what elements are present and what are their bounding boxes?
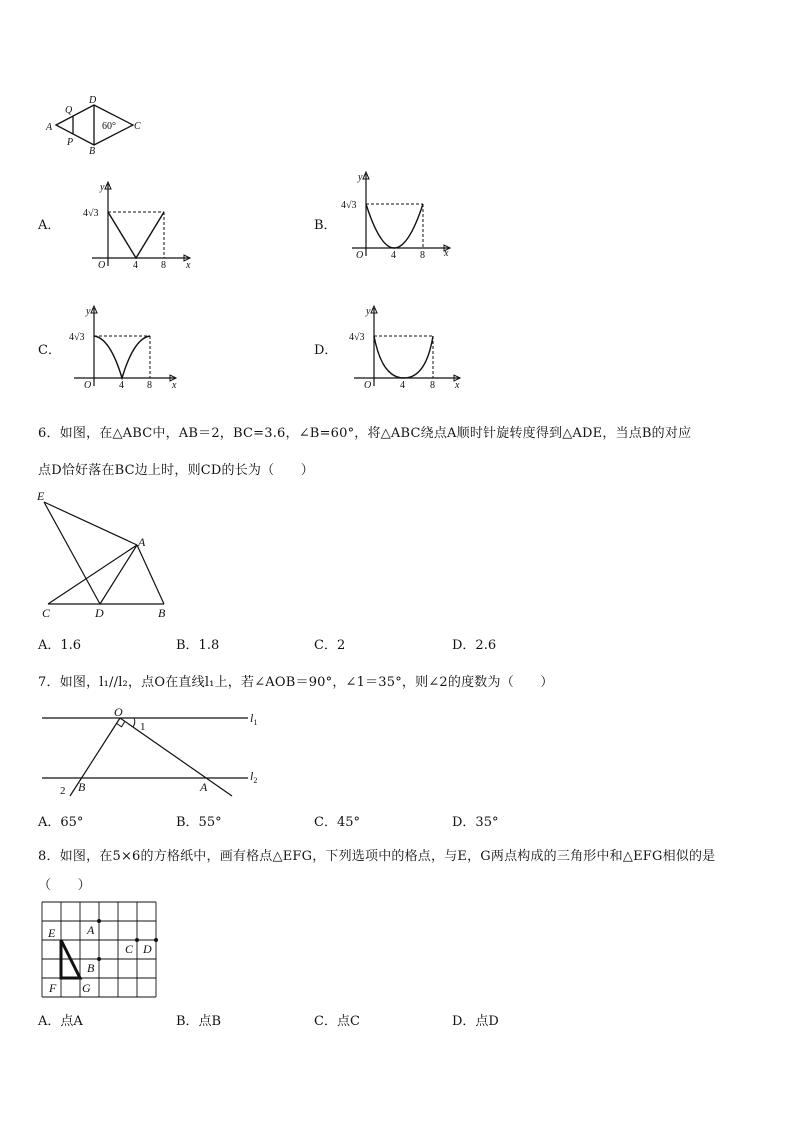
q5-graph-b[interactable]: [338, 168, 458, 260]
point-a: [97, 919, 101, 923]
label-q: Q: [65, 105, 73, 116]
q8-option-c[interactable]: C．点C: [314, 1014, 360, 1029]
y-label: y: [100, 182, 105, 193]
segment-da: [100, 545, 137, 604]
label-l2: $l_2$: [250, 769, 258, 785]
label-b: B: [78, 780, 86, 794]
y-tick: 4√3: [341, 200, 357, 211]
q6-option-a[interactable]: A．1.6: [38, 638, 82, 653]
x-label: x: [444, 248, 449, 259]
label-angle-60: 60°: [102, 121, 116, 132]
label-e: E: [37, 489, 45, 503]
x-tick-8: 8: [147, 380, 152, 391]
q5-graph-c[interactable]: [62, 302, 182, 394]
point-b: [97, 957, 101, 961]
q8-text-line1: 8．如图，在5×6的方格纸中，画有格点△EFG，下列选项中的格点，与E，G两点构成的三角形中和△EFG相似的是: [38, 849, 716, 864]
segment-ca: [48, 545, 137, 604]
label-o: O: [114, 705, 123, 719]
label-a: A: [46, 122, 53, 133]
x-tick-8: 8: [161, 260, 166, 268]
x-tick-4: 4: [400, 380, 405, 391]
label-angle-1: 1: [140, 721, 146, 733]
q7-option-a[interactable]: A．65°: [38, 815, 84, 830]
x-tick-4: 4: [119, 380, 124, 391]
y-label: y: [86, 306, 91, 317]
label-p: P: [67, 137, 74, 148]
q8-option-d[interactable]: D．点D: [452, 1014, 499, 1029]
point-d: [154, 938, 158, 942]
label-a: A: [138, 535, 146, 549]
x-tick-8: 8: [430, 380, 435, 391]
q6-text-line1: 6．如图，在△ABC中，AB＝2，BC=3.6，∠B=60°，将△ABC绕点A顺时针旋转度得到△ADE，当点B的对应: [38, 426, 692, 441]
segment-ea: [44, 502, 137, 545]
label-b: B: [89, 146, 96, 157]
y-tick: 4√3: [83, 208, 99, 219]
label-b: B: [87, 961, 95, 975]
label-d: D: [89, 95, 97, 106]
q7-text-line1: 7．如图，l₁//l₂，点O在直线l₁上，若∠AOB＝90°，∠1＝35°，则∠2的度数为（ ）: [38, 675, 554, 690]
q6-figure: [34, 486, 184, 622]
label-g: G: [82, 981, 91, 995]
q7-option-d[interactable]: D．35°: [452, 815, 499, 830]
q8-option-a[interactable]: A．点A: [38, 1014, 83, 1029]
q7-figure: [40, 702, 270, 800]
x-tick-4: 4: [391, 250, 396, 260]
label-l1: $l_1$: [250, 711, 258, 727]
origin-label: O: [364, 380, 372, 391]
curve: [366, 204, 423, 248]
x-label: x: [186, 260, 191, 268]
q5-option-c-label[interactable]: C．: [38, 343, 61, 358]
q8-text-line2: （ ）: [38, 878, 91, 893]
rhombus-figure: [40, 92, 150, 158]
label-a: A: [200, 780, 208, 794]
q6-text-line2: 点D恰好落在BC边上时，则CD的长为（ ）: [38, 463, 314, 478]
q8-grid-figure: [40, 900, 160, 1000]
curve: [94, 336, 150, 378]
x-tick-8: 8: [420, 250, 425, 260]
y-label: y: [358, 172, 363, 183]
label-c: C: [125, 942, 134, 956]
label-d: D: [143, 942, 152, 956]
label-angle-2: 2: [60, 785, 66, 797]
y-tick: 4√3: [349, 332, 365, 343]
y-tick: 4√3: [69, 332, 85, 343]
q6-option-b[interactable]: B．1.8: [176, 638, 220, 653]
q7-option-c[interactable]: C．45°: [314, 815, 360, 830]
q6-option-c[interactable]: C．2: [314, 638, 346, 653]
segment-ab: [137, 545, 164, 604]
grid-lines: [42, 902, 156, 997]
origin-label: O: [84, 380, 92, 391]
q5-option-a-label[interactable]: A．: [38, 218, 61, 233]
label-c: C: [134, 121, 141, 132]
y-label: y: [366, 306, 371, 317]
q5-option-b-label[interactable]: B．: [314, 218, 337, 233]
label-d: D: [95, 606, 104, 620]
curve: [374, 336, 433, 378]
x-label: x: [172, 380, 177, 391]
label-f: F: [49, 981, 57, 995]
point-c: [135, 938, 139, 942]
label-a: A: [87, 923, 95, 937]
q5-graph-a[interactable]: [78, 176, 198, 268]
x-label: x: [455, 380, 460, 391]
label-e: E: [48, 926, 56, 940]
curve: [108, 212, 164, 258]
label-c: C: [42, 606, 51, 620]
label-b: B: [158, 606, 166, 620]
segment-oa: [120, 718, 232, 796]
origin-label: O: [356, 250, 364, 260]
origin-label: O: [98, 260, 106, 268]
q8-option-b[interactable]: B．点B: [176, 1014, 222, 1029]
q5-graph-d[interactable]: [342, 302, 466, 394]
q7-option-b[interactable]: B．55°: [176, 815, 222, 830]
q6-option-d[interactable]: D．2.6: [452, 638, 497, 653]
angle-1-arc: [133, 718, 135, 727]
q5-option-d-label[interactable]: D．: [314, 343, 338, 358]
x-tick-4: 4: [133, 260, 138, 268]
